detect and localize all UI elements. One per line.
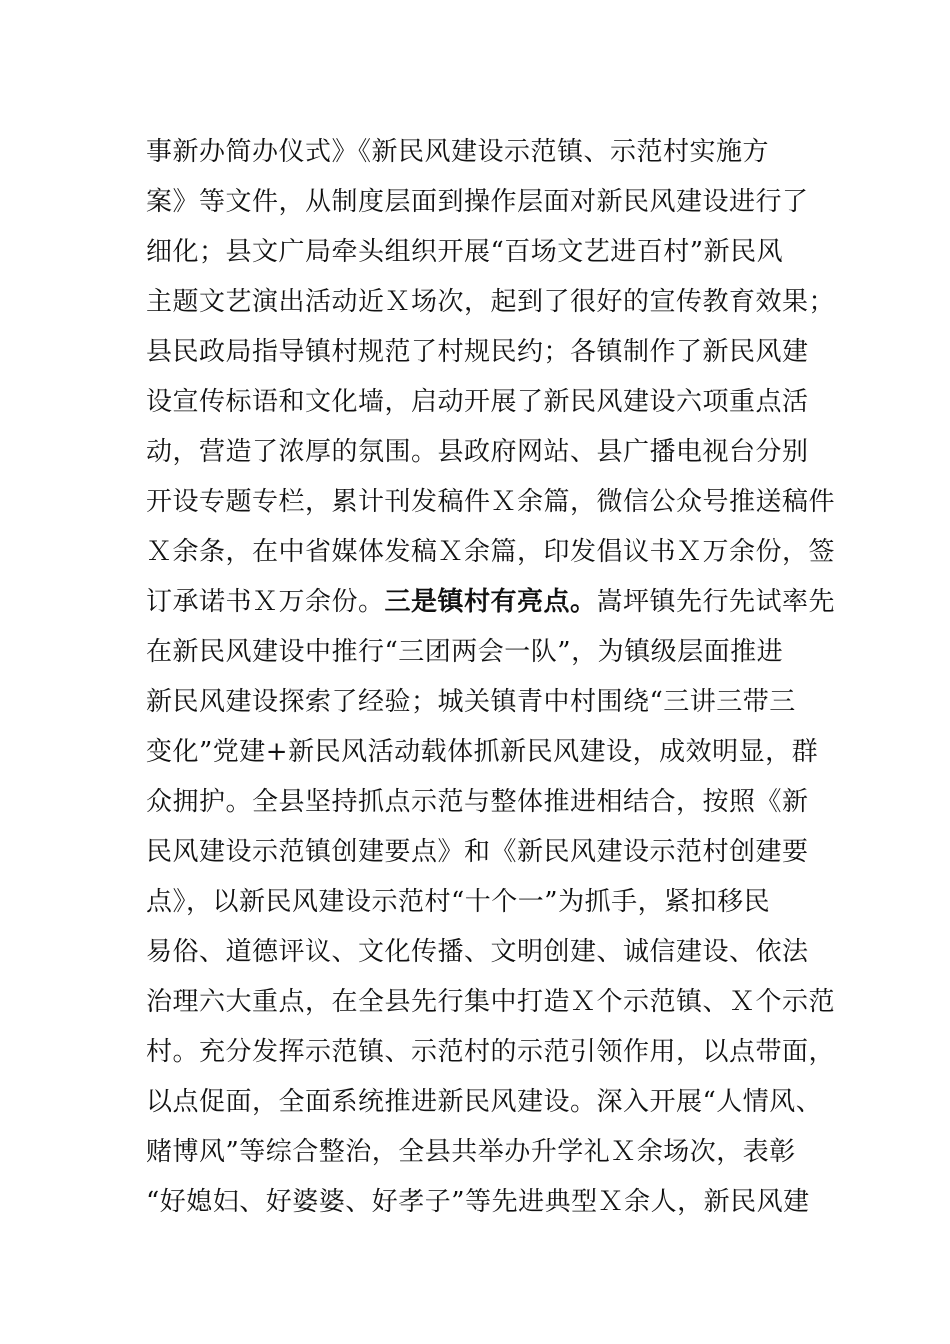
text-line-17: 易俗、道德评议、文化传播、文明创建、诚信建设、依法 [146,937,809,967]
text-line-13: 变化”党建+新民风活动载体抓新民风建设，成效明显，群 [146,737,819,767]
text-line-7: 动，营造了浓厚的氛围。县政府网站、县广播电视台分别 [146,437,809,467]
text-line-8: 开设专题专栏，累计刊发稿件Ｘ余篇，微信公众号推送稿件 [146,487,836,517]
text-line-9: Ｘ余条，在中省媒体发稿Ｘ余篇，印发倡议书Ｘ万余份，签 [146,537,836,567]
text-line-10 [146,582,836,622]
text-line-22: “好媳妇、好婆婆、好孝子”等先进典型Ｘ余人，新民风建 [146,1187,810,1217]
text-line-21: 赌博风”等综合整治，全县共举办升学礼Ｘ余场次，表彰 [146,1137,796,1167]
text-line-15: 民风建设示范镇创建要点》和《新民风建设示范村创建要 [146,837,809,867]
text-line-6: 设宣传标语和文化墙，启动开展了新民风建设六项重点活 [146,387,809,417]
line-10-prefix: 订承诺书Ｘ万余份。 [146,587,385,617]
text-line-5: 县民政局指导镇村规范了村规民约；各镇制作了新民风建 [146,337,809,367]
text-line-1: 事新办简办仪式》《新民风建设示范镇、示范村实施方 [146,137,770,167]
text-line-2: 案》等文件，从制度层面到操作层面对新民风建设进行了 [146,187,809,217]
section-heading-three: 三是镇村有亮点。 [384,587,597,617]
text-line-11: 在新民风建设中推行“三团两会一队”，为镇级层面推进 [146,637,784,667]
text-line-20: 以点促面，全面系统推进新民风建设。深入开展“人情风、 [146,1087,823,1117]
text-line-19: 村。充分发挥示范镇、示范村的示范引领作用，以点带面， [146,1037,836,1067]
line-10-suffix: 嵩坪镇先行先试率先 [596,587,836,617]
text-line-14: 众拥护。全县坚持抓点示范与整体推进相结合，按照《新 [146,787,809,817]
text-line-3: 细化；县文广局牵头组织开展“百场文艺进百村”新民风 [146,237,784,267]
text-line-18: 治理六大重点，在全县先行集中打造Ｘ个示范镇、Ｘ个示范 [146,987,836,1017]
text-line-4: 主题文艺演出活动近Ｘ场次，起到了很好的宣传教育效果； [146,287,836,317]
text-line-16: 点》，以新民风建设示范村“十个一”为抓手，紧扣移民 [146,887,771,917]
text-line-12: 新民风建设探索了经验；城关镇青中村围绕“三讲三带三 [146,687,796,717]
